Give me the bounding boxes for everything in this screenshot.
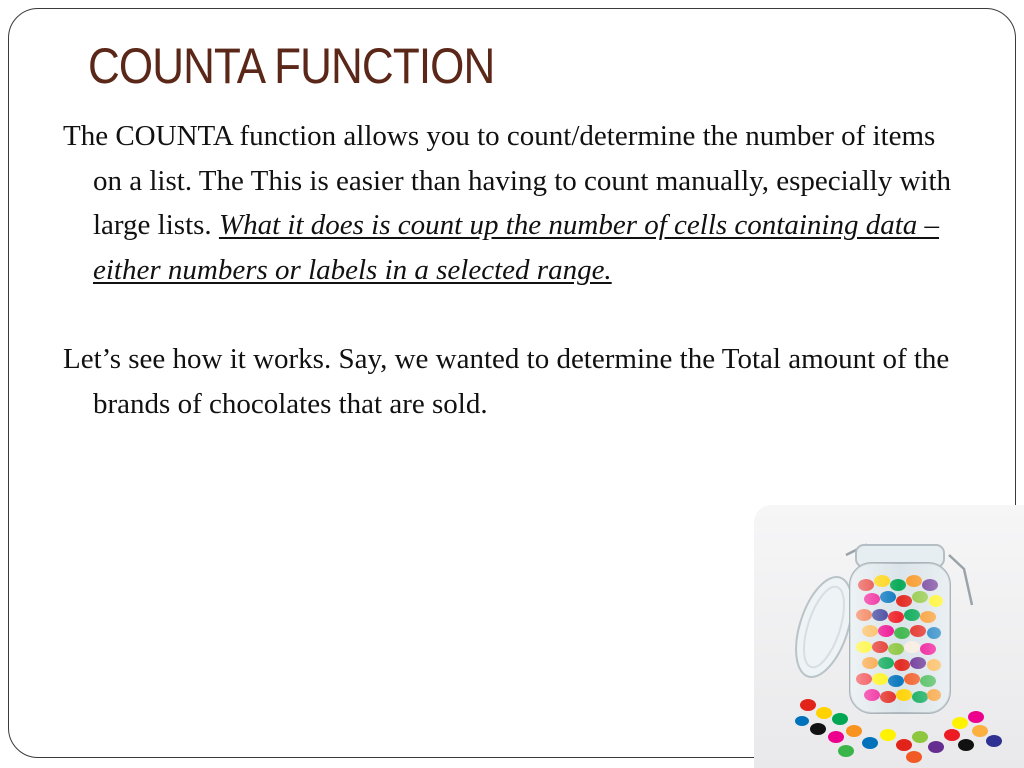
- slide-title: COUNTA FUNCTION: [88, 38, 495, 94]
- jelly-bean-jar-image: [754, 505, 1024, 768]
- jelly-bean-jar-icon: [754, 505, 1024, 768]
- slide-body: [63, 114, 953, 426]
- paragraph-intro-text: The COUNTA function allows you to count/determine the number of items on a list. The This is easier than having to count manually, especially with large lists.: [63, 120, 952, 242]
- paragraph-example: Let’s see how it works. Say, we wanted to determine the Total amount of the brands of chocolates that are sold.: [63, 342, 950, 420]
- paragraph-emphasis: What it does is count up the number of cells containing data – either numbers or labels in a selected range.: [93, 209, 940, 287]
- paragraph-counta-intro: [63, 114, 953, 293]
